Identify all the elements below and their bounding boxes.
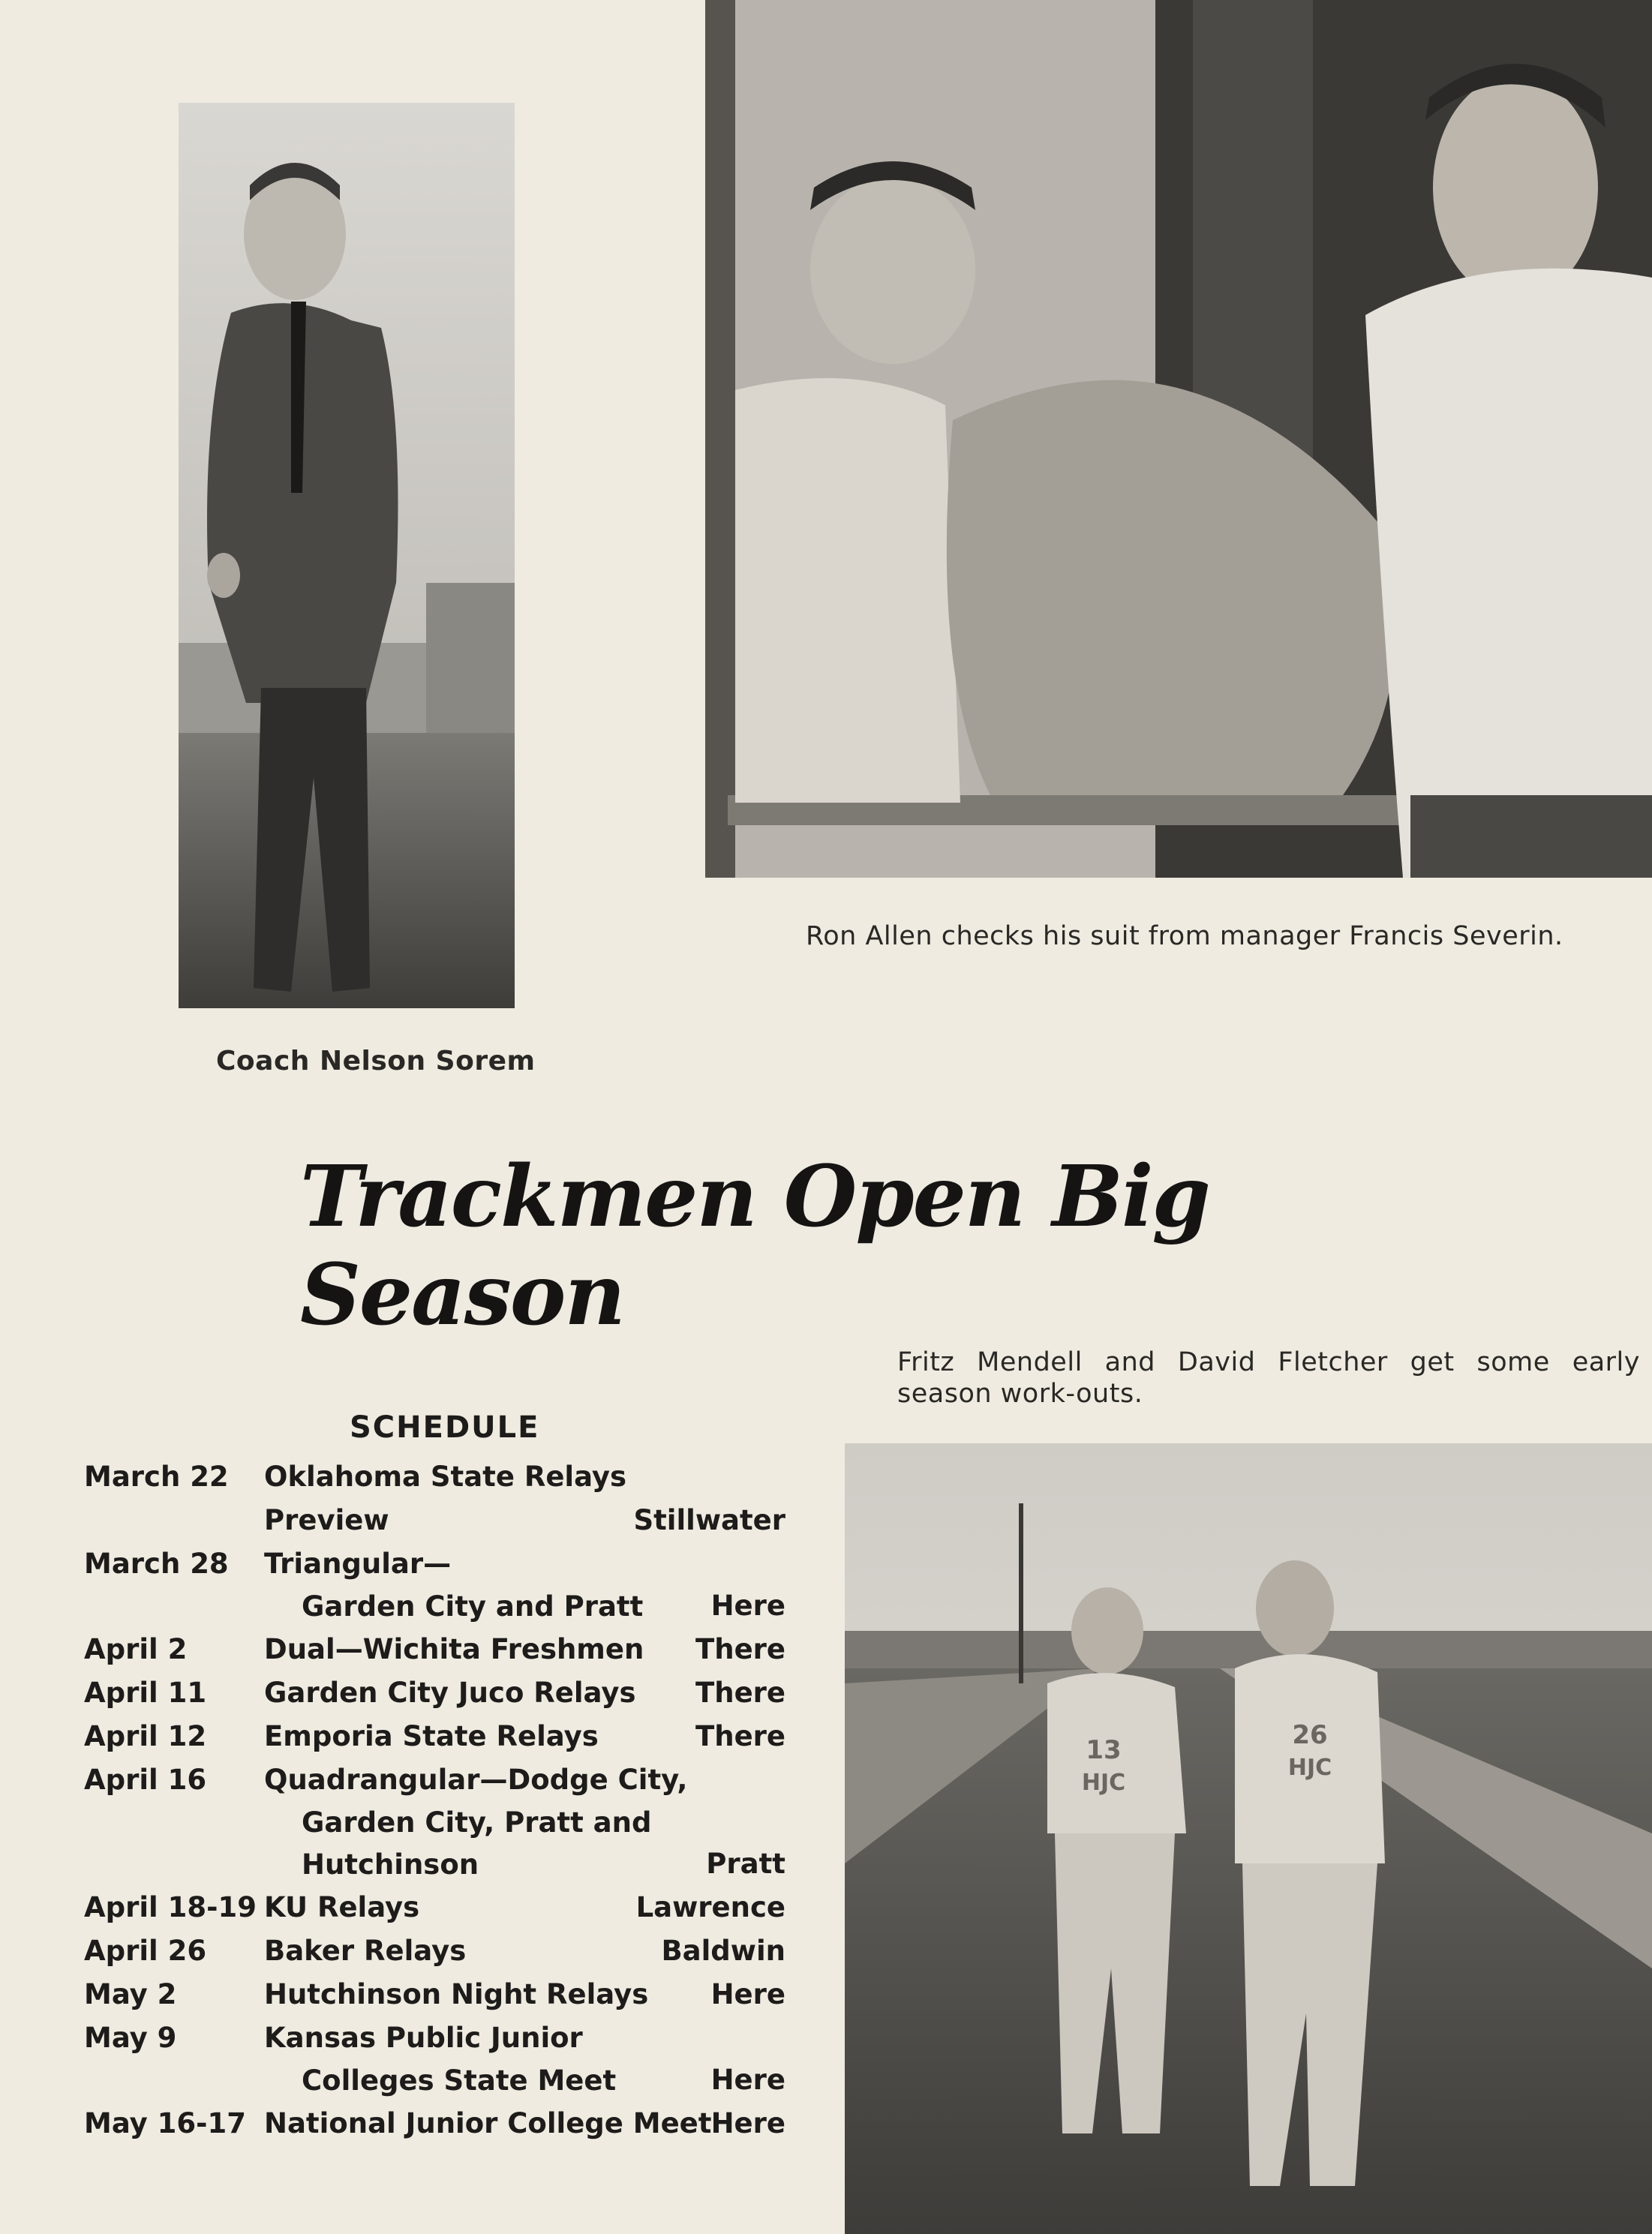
schedule-location: Lawrence	[635, 1891, 785, 1923]
schedule-date: April 2	[84, 1633, 188, 1665]
schedule-row	[84, 1715, 834, 1758]
schedule-row	[84, 1886, 834, 1929]
schedule-event-line: KU Relays	[264, 1891, 420, 1923]
track-photo	[845, 1443, 1652, 2234]
schedule-location: Baldwin	[661, 1935, 785, 1967]
schedule-event-line: Hutchinson	[302, 1848, 479, 1881]
schedule-location: Stillwater	[633, 1504, 785, 1536]
track-photo-caption: Fritz Mendell and David Fletcher get some early season work-outs.	[897, 1347, 1640, 1409]
schedule-event-line: Baker Relays	[264, 1935, 467, 1967]
schedule-event-line: Garden City Juco Relays	[264, 1677, 636, 1709]
schedule-event	[264, 1758, 729, 1886]
schedule-location: Pratt	[706, 1848, 785, 1880]
schedule-event-line: Triangular—	[264, 1548, 452, 1580]
schedule-location: Here	[710, 1978, 785, 2010]
locker-room-photo-image	[705, 0, 1652, 878]
schedule-row	[84, 1455, 834, 1542]
schedule-row	[84, 1628, 834, 1671]
schedule-event	[264, 1671, 729, 1715]
schedule-date: April 18-19	[84, 1891, 257, 1923]
schedule-event-line: Garden City, Pratt and	[302, 1806, 652, 1839]
schedule-location: There	[695, 1720, 785, 1752]
track-photo-image	[845, 1443, 1652, 2234]
schedule-date: March 28	[84, 1548, 229, 1580]
schedule-date: May 2	[84, 1978, 177, 2010]
schedule-date: April 16	[84, 1764, 207, 1796]
schedule-row	[84, 2102, 834, 2145]
schedule-event	[264, 2016, 729, 2102]
schedule-event-line: Emporia State Relays	[264, 1720, 599, 1752]
schedule-event-line: Colleges State Meet	[302, 2064, 617, 2097]
schedule-date: April 11	[84, 1677, 207, 1709]
schedule-event-line: Quadrangular—Dodge City,	[264, 1764, 688, 1796]
schedule-row	[84, 1973, 834, 2016]
schedule-event	[264, 1973, 729, 2016]
coach-photo	[179, 103, 515, 1008]
schedule-event	[264, 1542, 729, 1628]
schedule-event	[264, 2102, 729, 2145]
schedule-date: April 12	[84, 1720, 207, 1752]
coach-photo-image	[179, 103, 515, 1008]
schedule-date: May 16-17	[84, 2107, 246, 2139]
schedule-event-line: Kansas Public Junior	[264, 2022, 583, 2054]
schedule-location: Here	[710, 2064, 785, 2096]
schedule-table	[84, 1410, 834, 2145]
schedule-title: SCHEDULE	[350, 1410, 540, 1445]
page-headline: Trackmen Open Big Season	[300, 1148, 1209, 1344]
locker-photo-caption: Ron Allen checks his suit from manager Francis Severin.	[806, 921, 1563, 951]
schedule-event	[264, 1929, 729, 1973]
schedule-row	[84, 2016, 834, 2102]
coach-photo-caption: Coach Nelson Sorem	[216, 1046, 536, 1076]
schedule-event-line: Dual—Wichita Freshmen	[264, 1633, 644, 1665]
schedule-event-line: Hutchinson Night Relays	[264, 1978, 649, 2010]
schedule-location: Here	[710, 1590, 785, 1622]
schedule-event-line: Garden City and Pratt	[302, 1590, 644, 1623]
jersey-school-right: HJC	[1287, 1755, 1332, 1781]
schedule-row	[84, 1542, 834, 1628]
jersey-number-right: 26	[1292, 1720, 1328, 1750]
schedule-row	[84, 1671, 834, 1715]
schedule-date: May 9	[84, 2022, 177, 2054]
schedule-location: There	[695, 1633, 785, 1665]
schedule-event-line: National Junior College Meet	[264, 2107, 712, 2139]
schedule-location: Here	[710, 2107, 785, 2139]
schedule-date: April 26	[84, 1935, 207, 1967]
schedule-event	[264, 1628, 729, 1671]
jersey-school-left: HJC	[1081, 1770, 1126, 1796]
schedule-row	[84, 1929, 834, 1973]
schedule-location: There	[695, 1677, 785, 1709]
schedule-event	[264, 1715, 729, 1758]
locker-room-photo	[705, 0, 1652, 878]
schedule-event-line: Oklahoma State Relays Preview	[264, 1461, 627, 1536]
schedule-row	[84, 1758, 834, 1886]
schedule-rows	[84, 1455, 834, 2145]
schedule-date: March 22	[84, 1461, 229, 1493]
jersey-number-left: 13	[1086, 1735, 1122, 1765]
